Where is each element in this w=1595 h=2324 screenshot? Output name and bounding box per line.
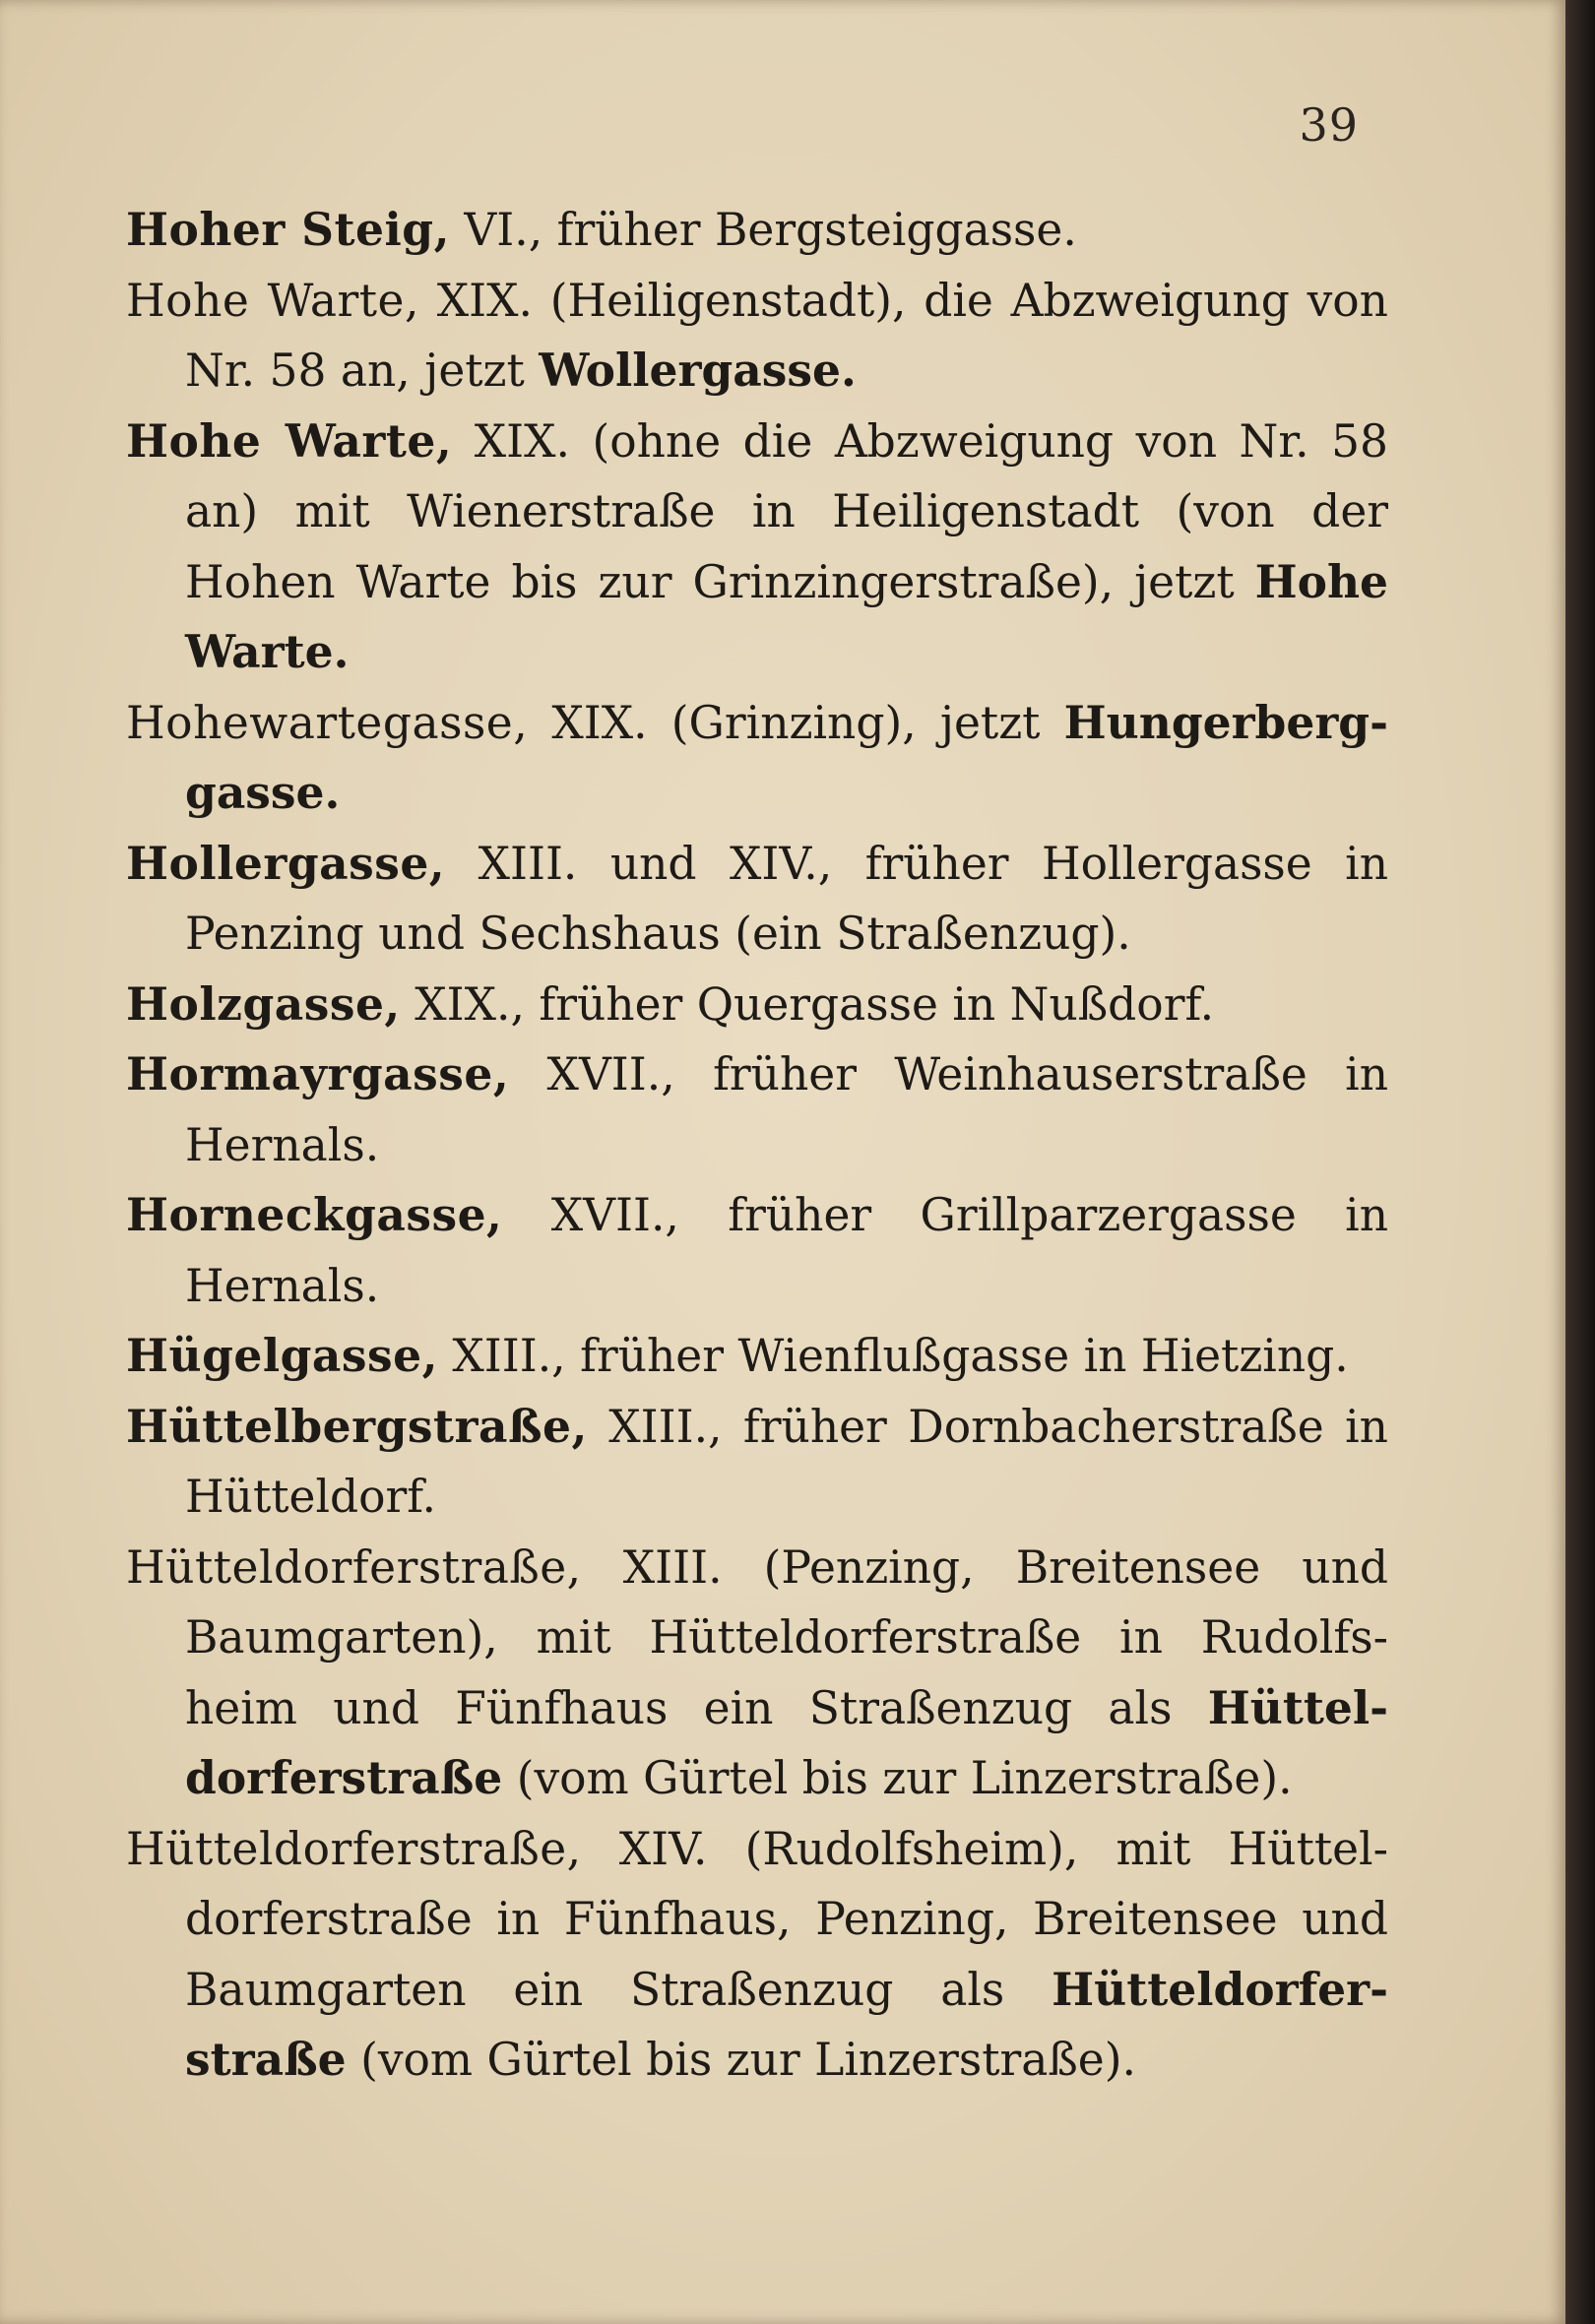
new-street-name: Hütteldorferstraße [185, 1962, 1388, 2086]
entry-text: XIV. (Rudolfsheim), mit Hütteldorferstraße in Fünfhaus, Penzing, Breitensee und Baumgarten ein Straßenzug als [185, 1822, 1388, 2016]
entry-text: XIX. (ohne die Abzweigung von Nr. 58 an) mit Wienerstraße in Heiligenstadt (von der Hohen Warte bis zur Grinzingerstraße), jetzt [185, 414, 1388, 608]
new-street-name: Wollergasse. [539, 344, 857, 397]
entry-text: XVII., früher Weinhauserstraße in Hernals. [185, 1048, 1388, 1171]
list-item [126, 1814, 1388, 2096]
street-name: Hohe Warte, [126, 413, 453, 468]
street-name: Hormayrgasse, [126, 1047, 510, 1100]
list-item [126, 407, 1388, 688]
new-street-name: Hütteldorferstraße [185, 1680, 1388, 1804]
list-item [126, 1039, 1388, 1180]
list-item [126, 829, 1388, 970]
new-street-name: Hohe Warte. [185, 554, 1388, 678]
list-item [126, 970, 1388, 1040]
entry-text: XIX., früher Quergasse in Nußdorf. [400, 977, 1215, 1031]
entry-text: XIX. (Grinzing), jetzt [528, 696, 1064, 749]
entry-text: XIII., früher Dornbacherstraße in Hütteldorf. [185, 1400, 1388, 1523]
list-item [126, 1533, 1388, 1814]
list-item [126, 1392, 1388, 1533]
entry-tail: (vom Gürtel bis zur Linzerstraße). [502, 1752, 1293, 1804]
new-street-name: Hungerberggasse. [185, 695, 1388, 819]
street-name: Hollergasse, [126, 836, 446, 890]
street-name: Hohe Warte, [126, 274, 419, 327]
list-item [126, 195, 1388, 266]
list-item [126, 1321, 1388, 1392]
list-item [126, 266, 1388, 407]
entry-text: XVII., früher Grillparzergasse in Hernals. [185, 1189, 1388, 1312]
page-number: 39 [1299, 98, 1359, 152]
street-name: Horneckgasse, [126, 1188, 503, 1241]
book-spine-edge [1565, 0, 1595, 2324]
entry-text: XIII., früher Wienflußgasse in Hietzing. [437, 1330, 1349, 1382]
list-item [126, 1180, 1388, 1321]
entry-text: VI., früher Bergsteiggasse. [449, 204, 1077, 256]
entry-tail: (vom Gürtel bis zur Linzerstraße). [346, 2034, 1136, 2086]
list-item [126, 688, 1388, 829]
street-name: Hügelgasse, [126, 1329, 438, 1382]
street-name: Holzgasse, [126, 976, 401, 1031]
entry-text: XIII. (Penzing, Breitensee und Baumgarten), mit Hütteldorferstraße in Rudolfsheim und Fünfhaus ein Straßenzug als [185, 1540, 1388, 1734]
entry-text: XIII. und XIV., früher Hollergasse in Penzing und Sechshaus (ein Straßenzug). [185, 837, 1388, 960]
street-name: Hütteldorferstraße, [126, 1540, 582, 1594]
street-entries-list [126, 195, 1388, 2096]
street-name: Hoher Steig, [126, 203, 450, 256]
street-name: Hüttelbergstraße, [126, 1399, 588, 1453]
street-name: Hütteldorferstraße, [126, 1822, 582, 1875]
street-name: Hohewartegasse, [126, 696, 529, 749]
entry-text: XIX. (Heiligenstadt), die Abzweigung von Nr. 58 an, jetzt [185, 274, 1388, 397]
